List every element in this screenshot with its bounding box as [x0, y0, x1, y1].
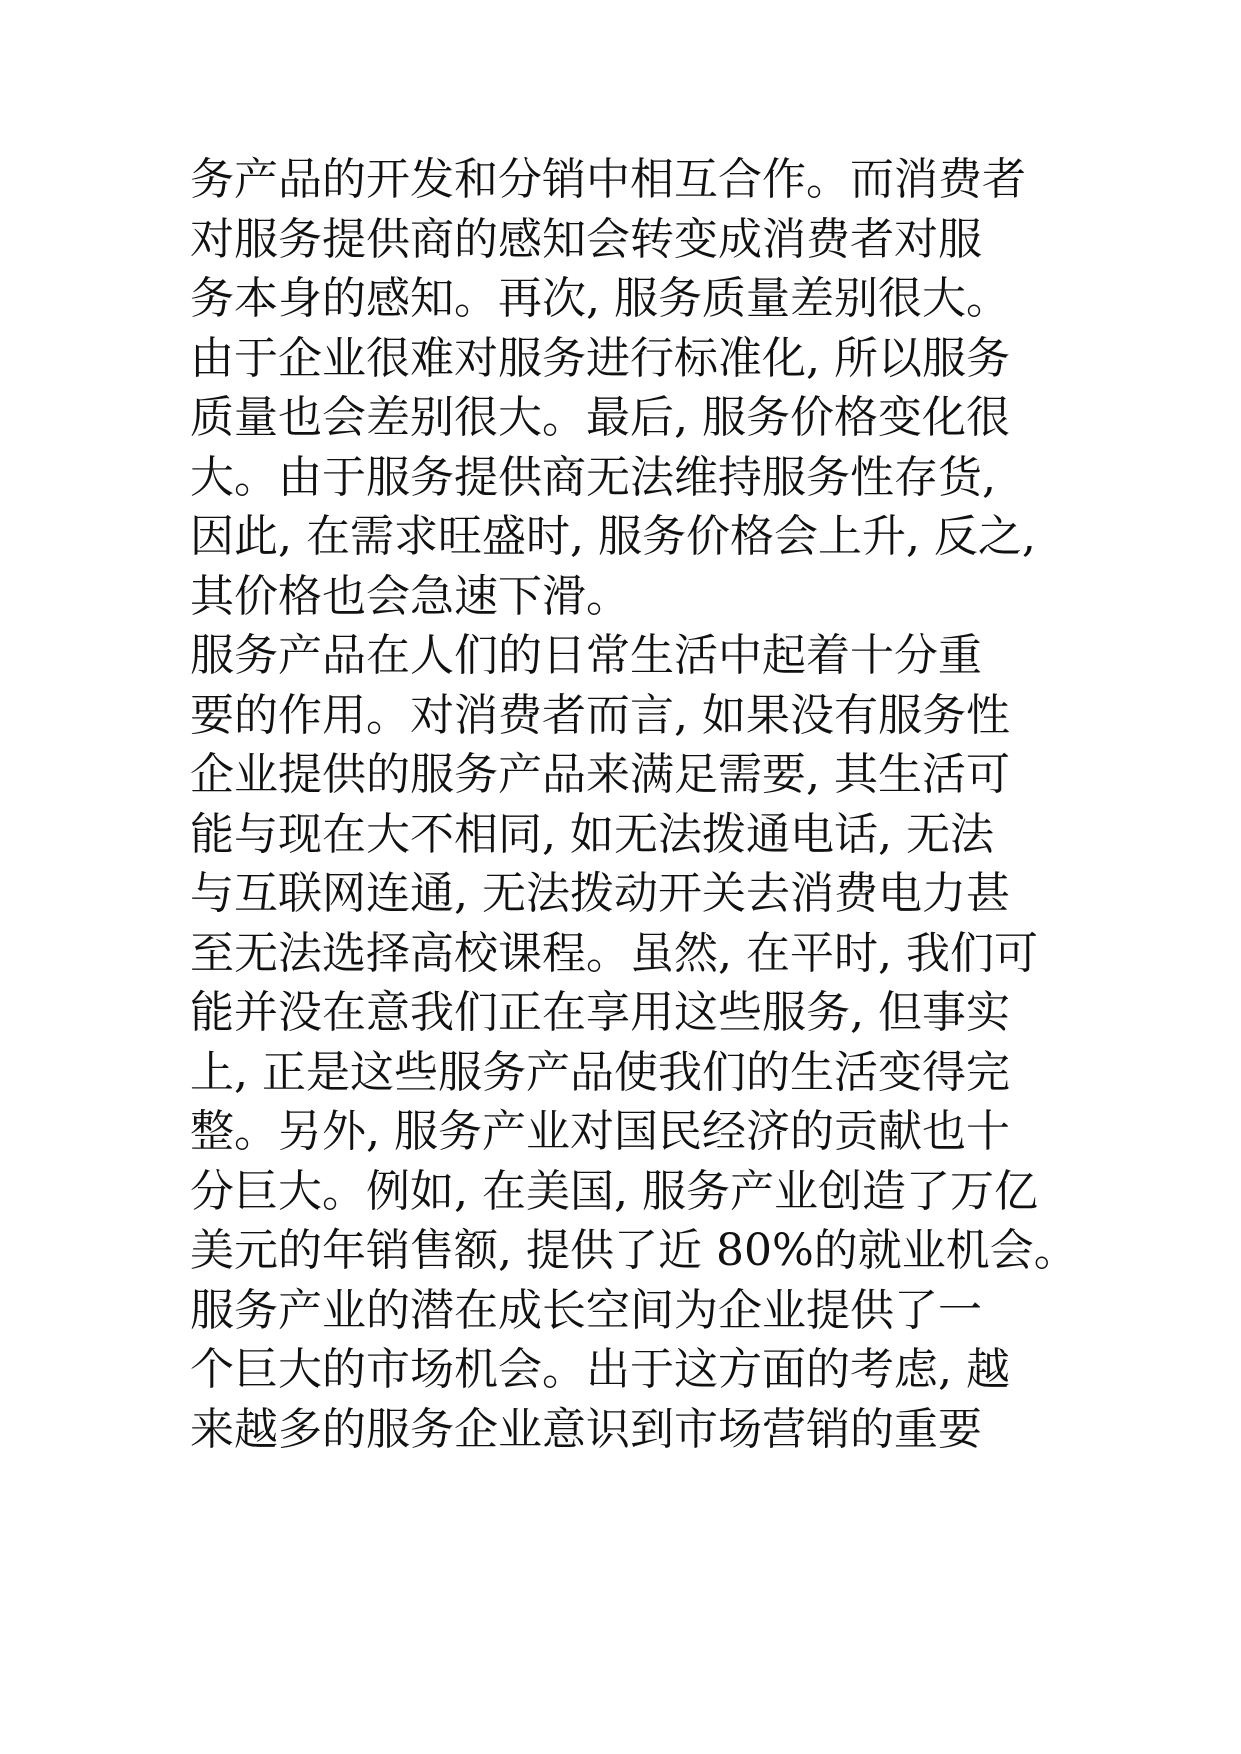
text-line: 由于企业很难对服务进行标准化, 所以服务 [190, 332, 1010, 384]
text-line: 对服务提供商的感知会转变成消费者对服 [190, 213, 982, 265]
body-text [190, 150, 1090, 1459]
text-line: 因此, 在需求旺盛时, 服务价格会上升, 反之, [190, 511, 1036, 562]
text-line: 与互联网连通, 无法拨动开关去消费电力甚 [190, 868, 1010, 919]
text-line: 美元的年销售额, 提供了近 80%的就业机会。 [190, 1225, 1078, 1276]
text-line: 能与现在大不相同, 如无法拨通电话, 无法 [190, 808, 994, 860]
text-line: 能并没在意我们正在享用这些服务, 但事实 [190, 987, 1010, 1038]
text-line: 其价格也会急速下滑。 [190, 570, 630, 622]
text-line: 企业提供的服务产品来满足需要, 其生活可 [190, 749, 1010, 800]
text-line: 要的作用。对消费者而言, 如果没有服务性 [190, 689, 1010, 741]
text-line: 分巨大。例如, 在美国, 服务产业创造了万亿 [190, 1165, 1038, 1217]
text-line: 服务产品在人们的日常生活中起着十分重 [190, 630, 982, 681]
text-line: 务本身的感知。再次, 服务质量差别很大。 [190, 273, 1010, 324]
text-line: 至无法选择高校课程。虽然, 在平时, 我们可 [190, 927, 1038, 979]
text-line: 服务产业的潜在成长空间为企业提供了一 [190, 1284, 982, 1336]
text-line: 质量也会差别很大。最后, 服务价格变化很 [190, 392, 1010, 443]
text-line: 个巨大的市场机会。出于这方面的考虑, 越 [190, 1344, 1010, 1395]
text-line: 整。另外, 服务产业对国民经济的贡献也十 [190, 1106, 1010, 1157]
text-line: 务产品的开发和分销中相互合作。而消费者 [190, 154, 1026, 205]
text-line: 来越多的服务企业意识到市场营销的重要 [190, 1403, 982, 1455]
text-line: 大。由于服务提供商无法维持服务性存货, [190, 451, 996, 503]
text-line: 上, 正是这些服务产品使我们的生活变得完 [190, 1046, 1010, 1098]
